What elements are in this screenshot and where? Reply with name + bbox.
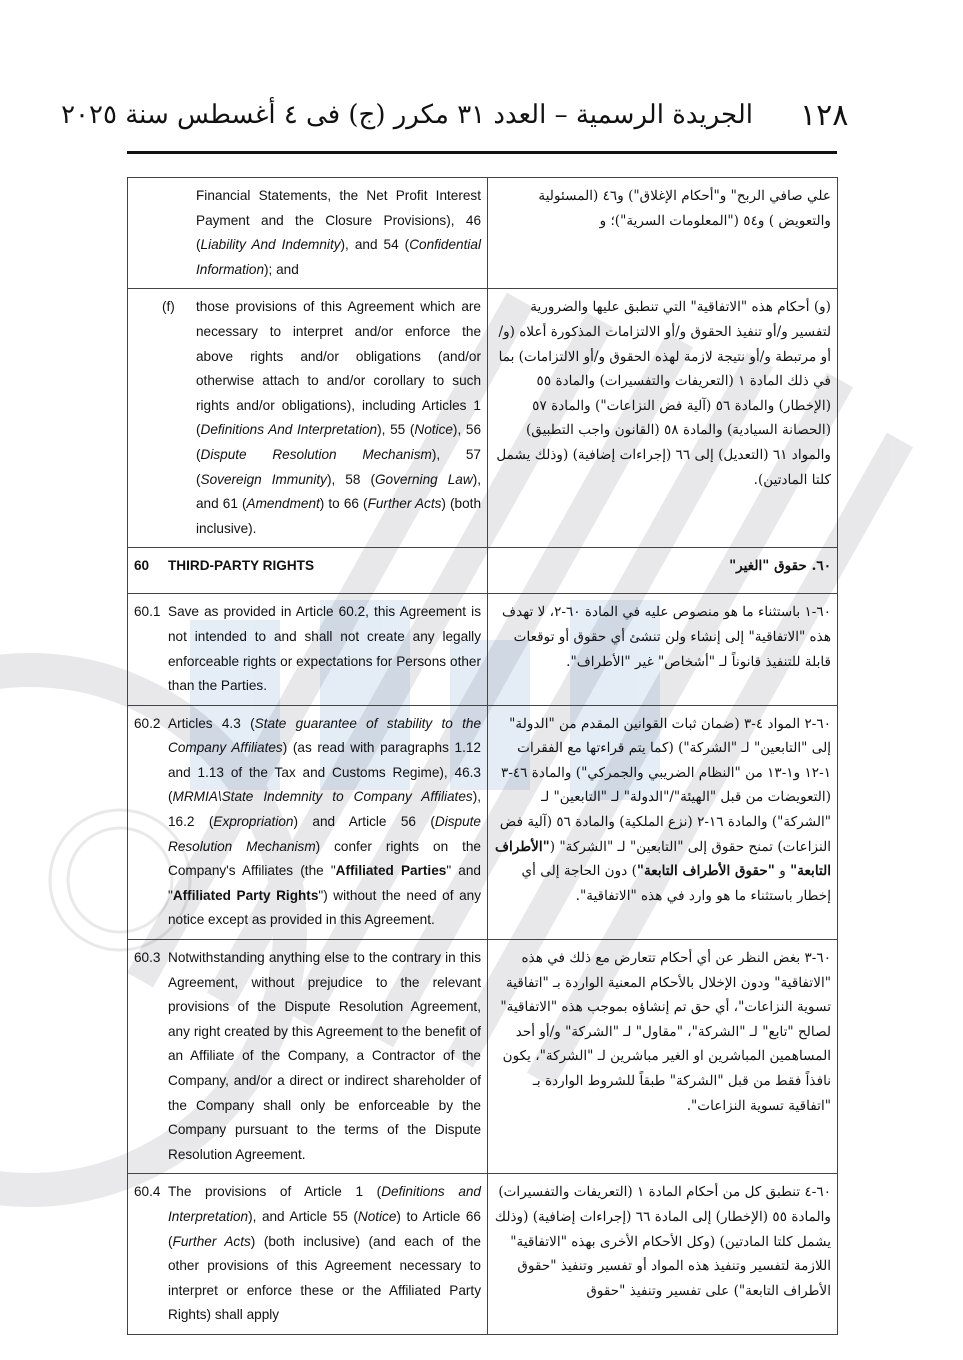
english-text: Notwithstanding anything else to the contrary in this Agreement, without prejudice to the relevant provisions of the Dispute Resolution Agreement, any right created by this Agreement to the benefit of an Affiliate of the Company, a Contractor of the Company, and/or a direct or indirect shareholder of the Company shall only be enforceable by the Company pursuant to the terms of the Dispute Resolution Agreement.: [168, 950, 481, 1162]
english-cell: [128, 1174, 488, 1335]
section-title: THIRD-PARTY RIGHTS: [168, 558, 315, 574]
table-row: [128, 178, 838, 289]
english-text: Save as provided in Article 60.2, this Agreement is not intended to and shall not create any legally enforceable rights or expectations for Persons other than the Parties.: [168, 604, 481, 694]
english-text: Articles 4.3 (State guarantee of stability to the Company Affiliates) (as read with paragraphs 1.12 and 1.13 of the Tax and Customs Regime), 46.3 (MRMIA\State Indemnity to Company Affiliates), 16.2 (Expropriation) and Article 56 (Dispute Resolution Mechanism) confer rights on the Company's Affiliates (the "Affiliated Parties" and "Affiliated Party Rights") without the need of any notice except as provided in this Agreement.: [168, 715, 482, 928]
clause-number: 60.1: [134, 604, 161, 620]
english-text: Financial Statements, the Net Profit Interest Payment and the Closure Provisions), 46 (Liability And Indemnity), and 54 (Confidential Information); and: [196, 188, 481, 277]
table-row: [128, 1174, 838, 1335]
clause-number: 60.2: [134, 715, 161, 731]
header-rule: [127, 151, 837, 154]
english-cell: [128, 594, 488, 705]
table-row: [128, 594, 838, 705]
english-text: those provisions of this Agreement which are necessary to interpret and/or enforce the above rights and/or obligations (and/or otherwise attach to and/or corollary to such rights and/or obligations), including Articles 1 (Definitions And Interpretation), 55 (Notice), 56 (Dispute Resolution Mechanism), 57 (Sovereign Immunity), 58 (Governing Law), and 61 (Amendment) to 66 (Further Acts) (both inclusive).: [196, 299, 482, 536]
arabic-cell: علي صافي الربح" و"أحكام الإغلاق") و٤٦ (المسئولية والتعويض ) و٥٤ ("المعلومات السرية")؛ و: [488, 178, 838, 289]
arabic-cell: ٦٠-٢ المواد ٤-٣ (ضمان ثبات القوانين المقدم من "الدولة" إلى "التابعين" لـ "الشركة") (كما يتم قراءتها مع الفقرات ١-١٢ و١-١٣ من "النظام الضريبي والجمركي") والمادة ٤٦-٣ (التعويضات من قبل "الهيئة"/"الدولة" لـ "التابعين" لـ "الشركة") والمادة ١٦-٢ (نزع الملكية) والمادة ٥٦ (آلية فض النزاعات) تمنح حقوق إلى "التابعين" لـ "الشركة" ("الأطراف التابعة" و "حقوق الأطراف التابعة") دون الحاجة إلى أي إخطار باستثناء ما هو وارد في هذه "الاتفاقية".: [488, 705, 838, 939]
english-cell: [128, 940, 488, 1174]
arabic-cell: ٦٠-٣ بغض النظر عن أي أحكام تتعارض مع ذلك في هذه "الاتفاقية" ودون الإخلال بالأحكام المعنية الواردة بـ "اتفاقية تسوية النزاعات"، أي حق تم إنشاؤه بموجب هذه "الاتفاقية" لصالح "تابع" لـ "الشركة"، "مقاول" لـ "الشركة" و/أو أحد المساهمين المباشرين او الغير مباشرين لـ "الشركة"، يكون نافذاً فقط من قبل "الشركة" طبقاً للشروط الواردة بـ "اتفاقية تسوية النزاعات".: [488, 940, 838, 1174]
english-cell: [128, 548, 488, 594]
clause-number: 60.3: [134, 950, 161, 966]
section-number: 60: [134, 558, 150, 574]
section-heading-row: [128, 548, 838, 594]
arabic-cell: (و) أحكام هذه "الاتفاقية" التي تنطبق عليها والضرورية لتفسير و/أو تنفيذ الحقوق و/أو الالتزامات المذكورة أعلاه (و/أو مرتبطة و/أو نتيجة لازمة لهذه الحقوق و/أو الالتزامات) بما في ذلك المادة ١ (التعريفات والتفسيرات) والمادة ٥٥ (الإخطار) والمادة ٥٦ (آلية فض النزاعات") والمادة ٥٧ (الحصانة السيادية) والمادة ٥٨ (القانون واجب التطبيق) والمواد ٦١ (التعديل) إلى ٦٦ (إجراءات إضافية) (وذلك يشمل كلتا المادتين).: [488, 289, 838, 548]
page-number: ١٢٨: [800, 98, 849, 133]
clause-label: (f): [162, 299, 175, 315]
table-row: [128, 705, 838, 939]
english-cell: [128, 289, 488, 548]
clause-number: 60.4: [134, 1184, 161, 1200]
arabic-cell: ٦٠-٤ تنطبق كل من أحكام المادة ١ (التعريفات والتفسيرات) والمادة ٥٥ (الإخطار) إلى المادة ٦٦ (إجراءات إضافية) (وذلك يشمل كلتا المادتين) (وكل الأحكام الأخرى بهذه "الاتفاقية" اللازمة لتفسير وتنفيذ هذه المواد أو تفسير وتنفيذ "حقوق الأطراف التابعة") على تفسير وتنفيذ "حقوق: [488, 1174, 838, 1335]
gazette-title: الجريدة الرسمية – العدد ٣١ مكرر (ج) فى ٤ أغسطس سنة ٢٠٢٥: [61, 100, 753, 130]
table-row: [128, 289, 838, 548]
english-cell: [128, 705, 488, 939]
english-cell: [128, 178, 488, 289]
arabic-cell: ٦٠-١ باستثناء ما هو منصوص عليه في المادة ٦٠-٢، لا تهدف هذه "الاتفاقية" إلى إنشاء ولن تنشئ أي حقوق أو توقعات قابلة للتنفيذ قانوناً لـ "أشخاص" غير "الأطراف".: [488, 594, 838, 705]
english-text: The provisions of Article 1 (Definitions and Interpretation), and Article 55 (Notice) to Article 66 (Further Acts) (both inclusive) (and each of the other provisions of this Agreement necessary to interpret or enforce these or the Affiliated Party Rights) shall apply: [168, 1184, 481, 1323]
bilingual-table: [127, 177, 838, 1335]
table-row: [128, 940, 838, 1174]
arabic-section-title: ٦٠. حقوق "الغير": [488, 548, 838, 594]
